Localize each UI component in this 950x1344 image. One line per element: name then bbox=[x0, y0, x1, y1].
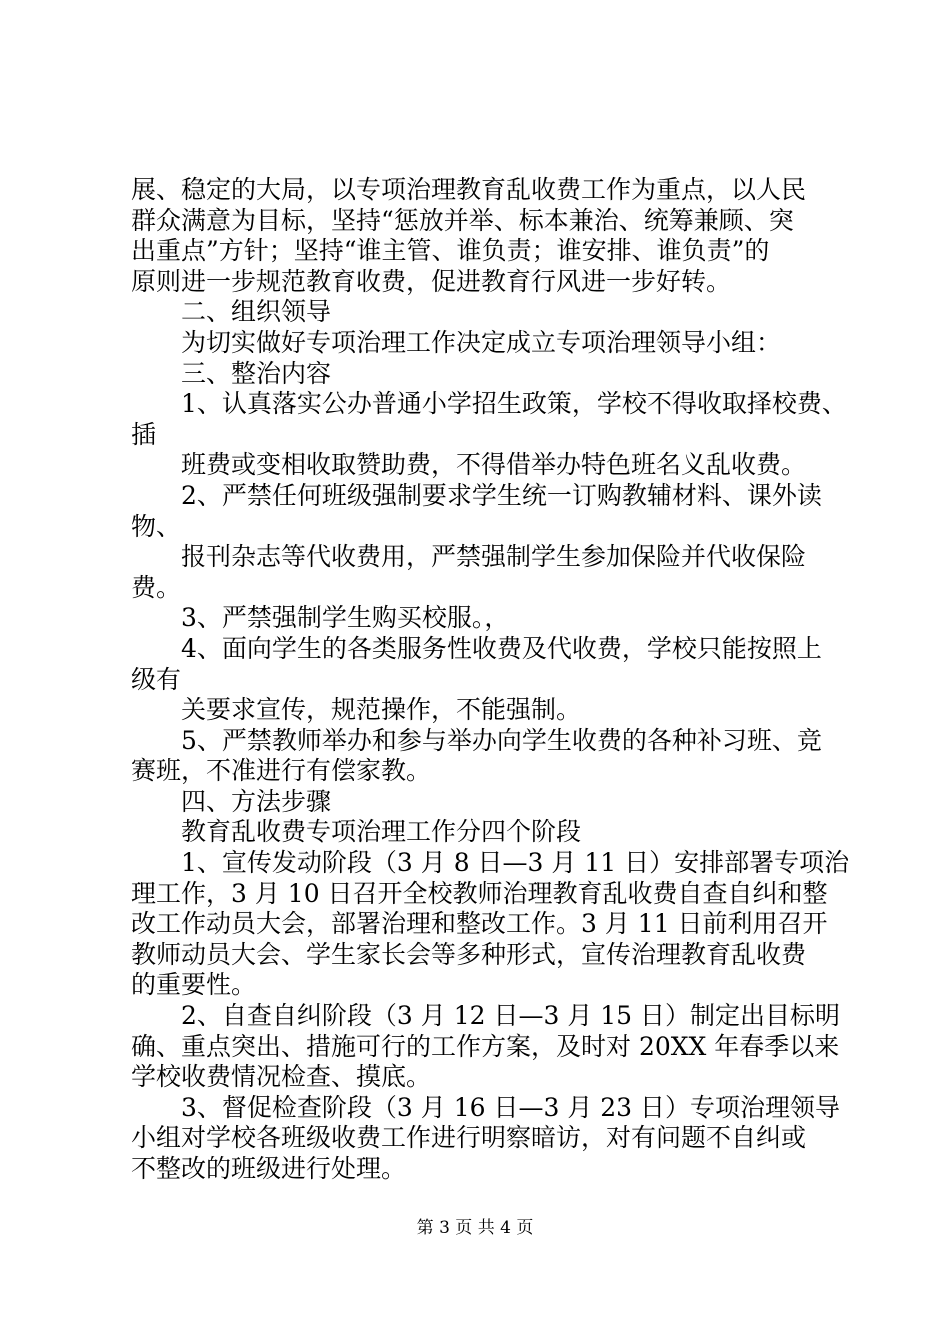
text-line: 3、督促检查阶段（3 月 16 日—3 月 23 日）专项治理领导 bbox=[181, 1092, 841, 1122]
text-line: 理工作，3 月 10 日召开全校教师治理教育乱收费自查自纠和整 bbox=[131, 878, 828, 908]
text-line: 改工作动员大会，部署治理和整改工作。3 月 11 日前利用召开 bbox=[131, 909, 828, 939]
text-line: 关要求宣传，规范操作，不能强制。 bbox=[181, 695, 582, 725]
text-line: 2、自查自纠阶段（3 月 12 日—3 月 15 日）制定出目标明 bbox=[181, 1001, 841, 1031]
text-line: 报刊杂志等代收费用，严禁强制学生参加保险并代收保险 bbox=[181, 542, 807, 572]
page-footer: 第 3 页 共 4 页 bbox=[416, 1218, 534, 1238]
text-line: 3、严禁强制学生购买校服。， bbox=[181, 603, 510, 633]
text-line: 二、组织领导 bbox=[181, 297, 332, 327]
text-line: 赛班，不准进行有偿家教。 bbox=[131, 756, 432, 786]
text-line: 三、整治内容 bbox=[181, 358, 332, 388]
document-body bbox=[131, 175, 850, 1185]
text-line: 物、 bbox=[131, 511, 182, 541]
text-line: 插 bbox=[131, 419, 157, 449]
text-line: 级有 bbox=[131, 664, 182, 694]
text-line: 出重点”方针；坚持“谁主管、谁负责；谁安排、谁负责”的 bbox=[131, 236, 770, 266]
text-line: 原则进一步规范教育收费，促进教育行风进一步好转。 bbox=[131, 266, 732, 296]
text-line: 费。 bbox=[131, 572, 182, 602]
text-line: 5、严禁教师举办和参与举办向学生收费的各种补习班、竞 bbox=[181, 725, 822, 755]
text-line: 四、方法步骤 bbox=[181, 786, 332, 816]
text-line: 教育乱收费专项治理工作分四个阶段 bbox=[181, 817, 582, 847]
text-line: 群众满意为目标，坚持“惩放并举、标本兼治、统筹兼顾、突 bbox=[131, 205, 794, 235]
text-line: 小组对学校各班级收费工作进行明察暗访，对有问题不自纠或 bbox=[131, 1123, 807, 1153]
text-line: 确、重点突出、措施可行的工作方案，及时对 20XX 年春季以来 bbox=[131, 1031, 840, 1061]
text-line: 的重要性。 bbox=[131, 970, 257, 1000]
text-line: 学校收费情况检查、摸底。 bbox=[131, 1062, 432, 1092]
text-line: 教师动员大会、学生家长会等多种形式，宣传治理教育乱收费 bbox=[131, 939, 807, 969]
text-line: 2、严禁任何班级强制要求学生统一订购教辅材料、课外读 bbox=[181, 480, 822, 510]
text-line: 班费或变相收取赞助费，不得借举办特色班名义乱收费。 bbox=[181, 450, 807, 480]
text-line: 1、宣传发动阶段（3 月 8 日—3 月 11 日）安排部署专项治 bbox=[181, 848, 850, 878]
text-line: 不整改的班级进行处理。 bbox=[131, 1154, 407, 1183]
text-line: 4、面向学生的各类服务性收费及代收费，学校只能按照上 bbox=[181, 633, 822, 663]
text-line: 1、认真落实公办普通小学招生政策，学校不得收取择校费、 bbox=[181, 389, 847, 419]
text-line: 为切实做好专项治理工作决定成立专项治理领导小组： bbox=[181, 327, 782, 357]
text-line: 展、稳定的大局，以专项治理教育乱收费工作为重点，以人民 bbox=[131, 175, 807, 204]
